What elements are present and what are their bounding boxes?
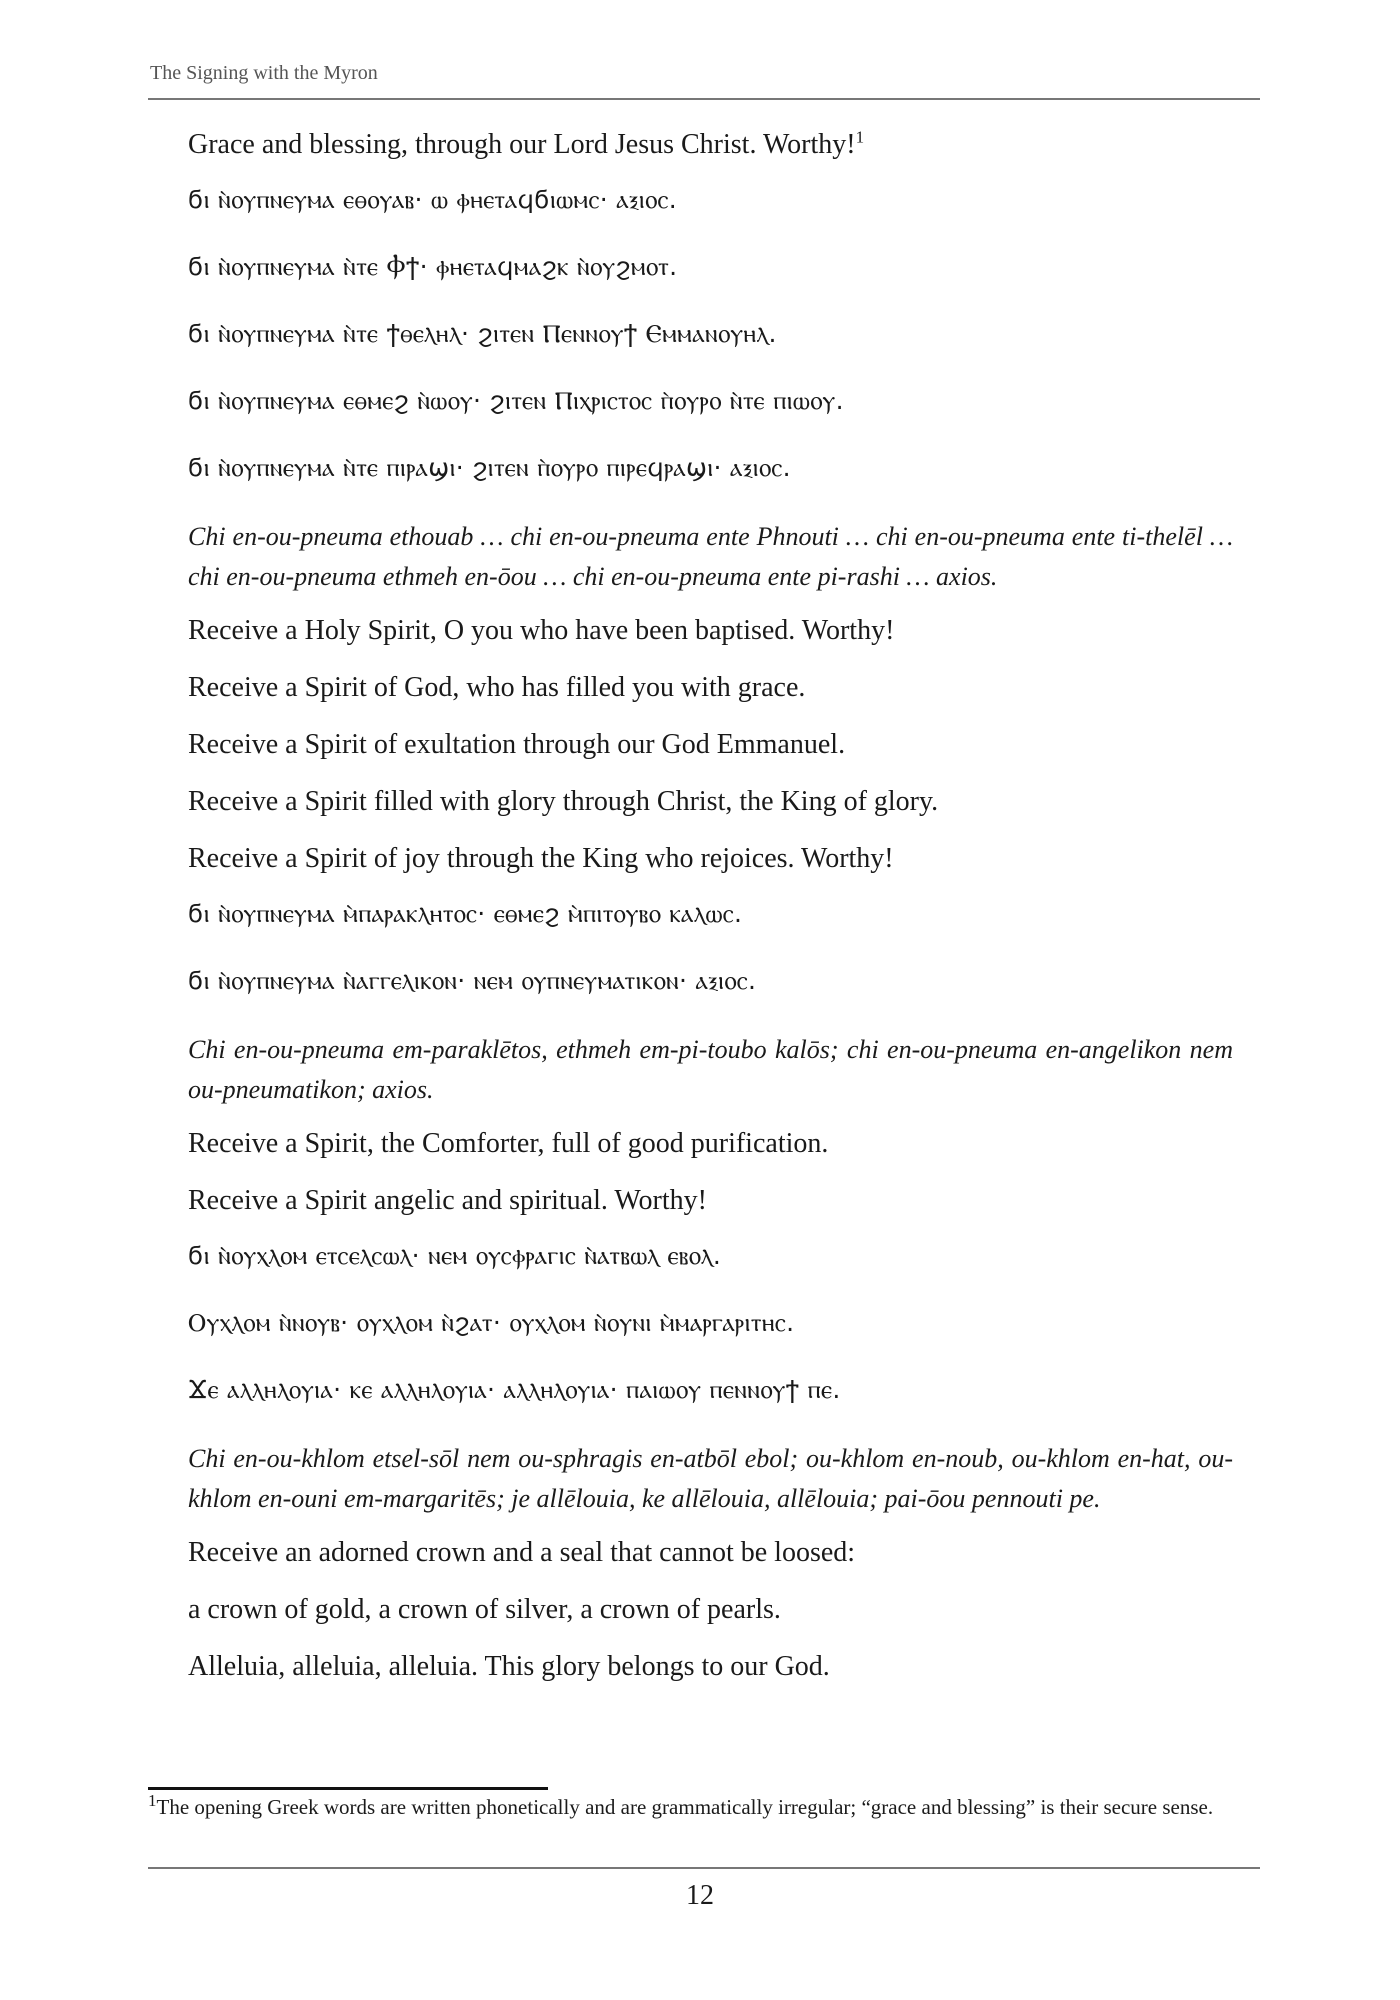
coptic-line: ϭⲓ ⲛ̀ⲟⲩⲡⲛⲉⲩⲙⲁ ⲛ̀ⲧⲉ Ⲫϯ· ⲫⲏⲉⲧⲁϥⲙⲁϩⲕ ⲛ̀ⲟⲩϩⲙⲟⲧ. bbox=[188, 252, 678, 281]
footer-rule bbox=[148, 1867, 1260, 1869]
footnote-marker: 1 bbox=[148, 1791, 157, 1810]
transliteration: Chi en-ou-pneuma ethouab … chi en-ou-pneuma ente Phnouti … chi en-ou-pneuma ente ti-thelēl … chi en-ou-pneuma ethmeh en-ōou … chi en-ou-pneuma ente pi-rashi … axios. bbox=[188, 522, 1233, 591]
english-line: Receive a Spirit angelic and spiritual. Worthy! bbox=[188, 1185, 707, 1216]
english-line-text: Grace and blessing, through our Lord Jesus Christ. Worthy! bbox=[188, 129, 856, 160]
english-line bbox=[188, 125, 1233, 165]
footnote-text: The opening Greek words are written phonetically and are grammatically irregular; “grace and blessing” is their secure sense. bbox=[156, 1795, 1214, 1819]
header-rule bbox=[148, 98, 1260, 100]
coptic-line: ϭⲓ ⲛ̀ⲟⲩⲡⲛⲉⲩⲙⲁ ⲉⲑⲟⲩⲁⲃ· ⲱ ⲫⲏⲉⲧⲁϥϭⲓⲱⲙⲥ· ⲁⲝⲓⲟⲥ. bbox=[188, 185, 677, 214]
english-line: a crown of gold, a crown of silver, a crown of pearls. bbox=[188, 1594, 781, 1625]
coptic-line: ϭⲓ ⲛ̀ⲟⲩⲡⲛⲉⲩⲙⲁ ⲛ̀ⲧⲉ ⲡⲓⲣⲁϣⲓ· ϩⲓⲧⲉⲛ ⲡ̀ⲟⲩⲣⲟ ⲡⲓⲣⲉϥⲣⲁϣⲓ· ⲁⲝⲓⲟⲥ. bbox=[188, 453, 791, 482]
coptic-line: ϭⲓ ⲛ̀ⲟⲩⲡⲛⲉⲩⲙⲁ ⲛ̀ⲧⲉ ϯⲑⲉⲗⲏⲗ· ϩⲓⲧⲉⲛ Ⲡⲉⲛⲛⲟⲩϯ Ⲉⲙⲙⲁⲛⲟⲩⲏⲗ. bbox=[188, 319, 777, 348]
coptic-line: Ⲟⲩⲭⲗⲟⲙ ⲛ̀ⲛⲟⲩⲃ· ⲟⲩⲭⲗⲟⲙ ⲛ̀ϩⲁⲧ· ⲟⲩⲭⲗⲟⲙ ⲛ̀ⲟⲩⲛⲓ ⲙ̀ⲙⲁⲣⲅⲁⲣⲓⲧⲏⲥ. bbox=[188, 1308, 795, 1337]
coptic-line: Ϫⲉ ⲁⲗⲗⲏⲗⲟⲩⲓⲁ· ⲕⲉ ⲁⲗⲗⲏⲗⲟⲩⲓⲁ· ⲁⲗⲗⲏⲗⲟⲩⲓⲁ· ⲡⲁⲓⲱⲟⲩ ⲡⲉⲛⲛⲟⲩϯ ⲡⲉ. bbox=[188, 1375, 841, 1404]
english-line: Receive a Spirit of God, who has filled you with grace. bbox=[188, 672, 806, 703]
coptic-line: ϭⲓ ⲛ̀ⲟⲩⲡⲛⲉⲩⲙⲁ ⲉⲑⲙⲉϩ ⲛ̀ⲱⲟⲩ· ϩⲓⲧⲉⲛ Ⲡⲓⲭⲣⲓⲥⲧⲟⲥ ⲡ̀ⲟⲩⲣⲟ ⲛ̀ⲧⲉ ⲡⲓⲱⲟⲩ. bbox=[188, 386, 844, 415]
page-number: 12 bbox=[686, 1880, 714, 1911]
footnote bbox=[148, 1793, 1260, 1821]
footnote-rule bbox=[148, 1787, 548, 1790]
body-text bbox=[188, 125, 1233, 1704]
english-line: Receive an adorned crown and a seal that cannot be loosed: bbox=[188, 1537, 856, 1568]
coptic-line: ϭⲓ ⲛ̀ⲟⲩⲭⲗⲟⲙ ⲉⲧⲥⲉⲗⲥⲱⲗ· ⲛⲉⲙ ⲟⲩⲥⲫⲣⲁⲅⲓⲥ ⲛ̀ⲁⲧⲃⲱⲗ ⲉⲃⲟⲗ. bbox=[188, 1241, 722, 1270]
english-line: Receive a Spirit, the Comforter, full of good purification. bbox=[188, 1128, 829, 1159]
running-head: The Signing with the Myron bbox=[150, 62, 378, 84]
coptic-line: ϭⲓ ⲛ̀ⲟⲩⲡⲛⲉⲩⲙⲁ ⲛ̀ⲁⲅⲅⲉⲗⲓⲕⲟⲛ· ⲛⲉⲙ ⲟⲩⲡⲛⲉⲩⲙⲁⲧⲓⲕⲟⲛ· ⲁⲝⲓⲟⲥ. bbox=[188, 966, 757, 995]
transliteration: Chi en-ou-khlom etsel-sōl nem ou-sphragis en-atbōl ebol; ou-khlom en-noub, ou-khlom en-hat, ou-khlom en-ouni em-margaritēs; je allēlouia, ke allēlouia, allēlouia; pai-ōou pennouti pe. bbox=[188, 1444, 1233, 1513]
english-line: Receive a Spirit filled with glory through Christ, the King of glory. bbox=[188, 786, 939, 817]
english-line: Receive a Spirit of exultation through our God Emmanuel. bbox=[188, 729, 846, 760]
english-line: Receive a Spirit of joy through the King who rejoices. Worthy! bbox=[188, 843, 894, 874]
transliteration: Chi en-ou-pneuma em-paraklētos, ethmeh em-pi-toubo kalōs; chi en-ou-pneuma en-angelikon nem ou-pneumatikon; axios. bbox=[188, 1035, 1233, 1104]
english-line: Receive a Holy Spirit, O you who have been baptised. Worthy! bbox=[188, 615, 895, 646]
footnote-ref[interactable]: 1 bbox=[855, 127, 865, 147]
coptic-line: ϭⲓ ⲛ̀ⲟⲩⲡⲛⲉⲩⲙⲁ ⲙ̀ⲡⲁⲣⲁⲕⲗⲏⲧⲟⲥ· ⲉⲑⲙⲉϩ ⲙ̀ⲡⲓⲧⲟⲩⲃⲟ ⲕⲁⲗⲱⲥ. bbox=[188, 899, 743, 928]
english-line: Alleluia, alleluia, alleluia. This glory belongs to our God. bbox=[188, 1651, 830, 1682]
